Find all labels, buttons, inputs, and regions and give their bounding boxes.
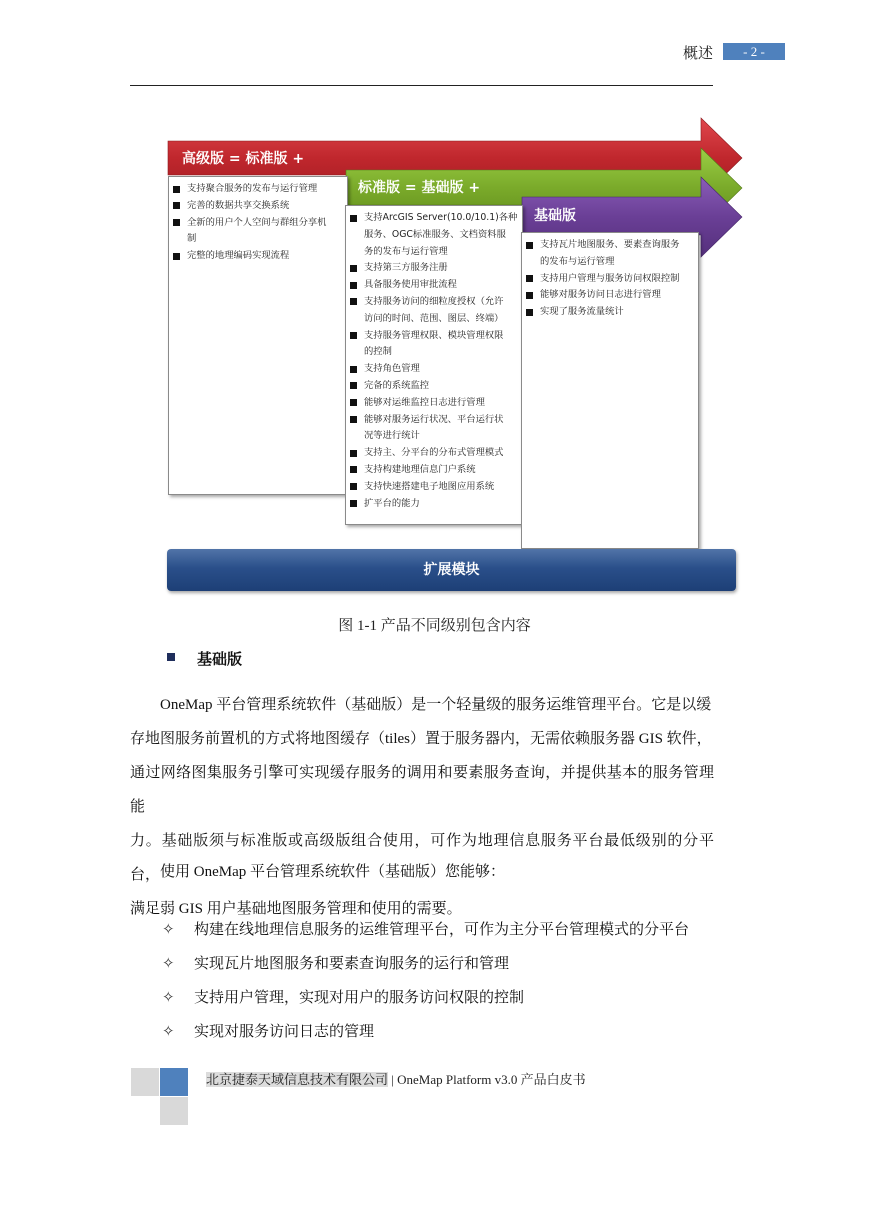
diamond-star-icon: ✧ [162, 990, 175, 1006]
standard-item: 能够对服务运行状况、平台运行状 [346, 412, 518, 429]
paragraph-line: 存地图服务前置机的方式将地图缓存（tiles）置于服务器内，无需依赖服务器 GIS 软件， [130, 731, 712, 747]
intro-line: 使用 OneMap 平台管理系统软件（基础版）您能够： [160, 864, 505, 880]
standard-item: 支持第三方服务注册 [346, 260, 518, 277]
section-title: 基础版 [197, 650, 243, 668]
capability-item [162, 918, 689, 939]
basic-item: 实现了服务流量统计 [522, 304, 694, 321]
standard-item: 支持构建地理信息门户系统 [346, 462, 518, 479]
standard-item: 完备的系统监控 [346, 378, 518, 395]
standard-item: 具备服务使用审批流程 [346, 277, 518, 294]
figure-caption: 图 1-1 产品不同级别包含内容 [338, 618, 531, 634]
standard-panel [345, 205, 523, 525]
body-paragraph [130, 688, 714, 926]
standard-item-cont: 况等进行统计 [364, 430, 420, 442]
capability-text: 构建在线地理信息服务的运维管理平台，可作为主分平台管理模式的分平台 [194, 922, 690, 938]
capability-text: 实现对服务访问日志的管理 [194, 1024, 375, 1040]
paragraph-line: 通过网络图集服务引擎可实现缓存服务的调用和要素服务查询，并提供基本的服务管理能 [130, 765, 714, 815]
paragraph-line: 力。基础版须与标准版或高级版组合使用，可作为地理信息服务平台最低级别的分平台， [130, 833, 714, 883]
capability-text: 支持用户管理，实现对用户的服务访问权限的控制 [194, 990, 525, 1006]
standard-item-cont: 访问的时间、范围、图层、终端） [364, 312, 504, 324]
basic-item: 支持用户管理与服务访问权限控制 [522, 271, 694, 288]
advanced-item: 支持聚合服务的发布与运行管理 [169, 181, 343, 198]
standard-item: 支持服务访问的细粒度授权（允许 [346, 294, 518, 311]
diamond-star-icon: ✧ [162, 922, 175, 938]
basic-item-cont: 的发布与运行管理 [540, 255, 615, 267]
standard-item: 支持角色管理 [346, 361, 518, 378]
square-bullet-icon [167, 653, 175, 661]
standard-item-cont: 服务、OGC标准服务、文档资料服 [364, 228, 506, 240]
standard-item: 支持ArcGIS Server(10.0/10.1)各种 [346, 210, 518, 227]
standard-item-cont: 务的发布与运行管理 [364, 245, 448, 257]
standard-item: 支持服务管理权限、模块管理权限 [346, 328, 518, 345]
footer-deco-box [160, 1068, 188, 1096]
page-number: - 2 - [723, 43, 785, 60]
footer-deco-box [160, 1097, 188, 1125]
basic-panel [521, 232, 699, 549]
basic-item: 支持瓦片地图服务、要素查询服务 [522, 237, 694, 254]
advanced-panel [168, 176, 348, 495]
extension-module-bar: 扩展模块 [167, 549, 736, 591]
footer-text [206, 1069, 586, 1088]
diamond-star-icon: ✧ [162, 1024, 175, 1040]
standard-item: 能够对运维监控日志进行管理 [346, 395, 518, 412]
standard-title: 标准版 = 基础版 + [358, 180, 481, 196]
capability-item [162, 986, 524, 1007]
capability-text: 实现瓦片地图服务和要素查询服务的运行和管理 [194, 956, 510, 972]
diamond-star-icon: ✧ [162, 956, 175, 972]
basic-item: 能够对服务访问日志进行管理 [522, 287, 694, 304]
paragraph-line: OneMap 平台管理系统软件（基础版）是一个轻量级的服务运维管理平台。它是以缓 [160, 697, 712, 713]
standard-item-cont: 的控制 [364, 346, 392, 358]
advanced-item: 完善的数据共享交换系统 [169, 198, 343, 215]
standard-item: 支持快速搭建电子地图应用系统 [346, 479, 518, 496]
standard-item: 支持主、分平台的分布式管理模式 [346, 445, 518, 462]
basic-title: 基础版 [534, 208, 576, 224]
header-title: 概述 [683, 44, 714, 62]
advanced-item: 全新的用户个人空间与群组分享机 [169, 215, 343, 232]
footer-deco-box [131, 1068, 159, 1096]
paragraph-line: 满足弱 GIS 用户基础地图服务管理和使用的需要。 [130, 901, 462, 917]
footer-product: | OneMap Platform v3.0 产品白皮书 [391, 1072, 586, 1087]
footer-company: 北京捷泰天域信息技术有限公司 [206, 1072, 389, 1087]
capability-item [162, 1020, 374, 1041]
standard-item: 扩平台的能力 [346, 496, 518, 513]
advanced-title: 高级版 = 标准版 + [182, 151, 305, 167]
advanced-item: 完整的地理编码实现流程 [169, 248, 343, 265]
capability-item [162, 952, 509, 973]
advanced-item-cont: 制 [187, 233, 197, 245]
